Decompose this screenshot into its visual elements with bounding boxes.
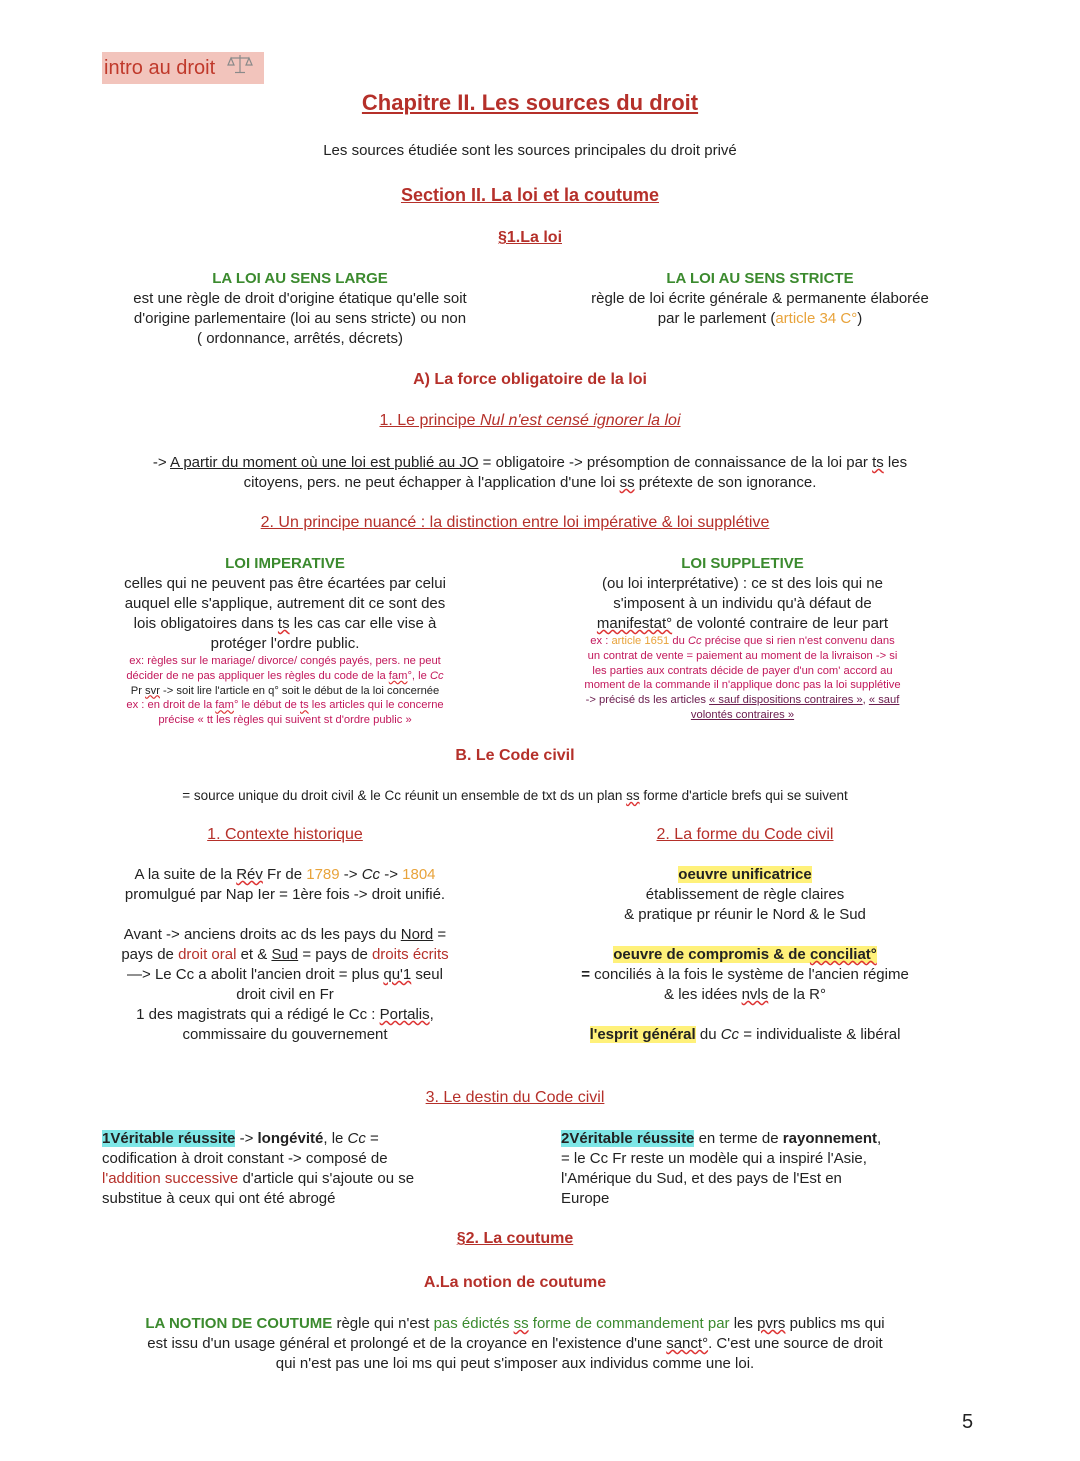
date: 1804 [402, 866, 436, 883]
text: ex : en droit de la [126, 699, 216, 712]
spacer [85, 905, 485, 925]
paragraph2-title: §2. La coutume [456, 1230, 574, 1247]
text: A la suite de la [134, 866, 237, 883]
text: ss [619, 474, 635, 491]
text: Cc [347, 1130, 366, 1147]
text: , [877, 1130, 882, 1147]
text: Fr de [262, 866, 307, 883]
text: Cc [429, 669, 444, 682]
b1-line [85, 1005, 485, 1025]
text: Pr [130, 684, 146, 697]
b3-title: 3. Le destin du Code civil [425, 1089, 605, 1106]
text: = source unique du droit civil & le Cc réunit un ensemble de txt ds un plan [182, 788, 627, 803]
supletive-note: les parties aux contrats décide de payer d'un com' accord au [592, 664, 893, 677]
b3-right-line: l'Amérique du Sud, et des pays de l'Est en [561, 1170, 842, 1187]
text: l'esprit général [589, 1026, 696, 1043]
article-reference: article 1651 [611, 635, 670, 647]
imperative-note [90, 684, 480, 699]
text: °, le [407, 669, 430, 682]
b1-line: commissaire du gouvernement [182, 1026, 388, 1043]
text: = obligatoire -> présomption de connaissance de la loi par [478, 454, 873, 471]
loi-stricte-title: LA LOI AU SENS STRICTE [666, 270, 854, 287]
text: par le parlement ( [657, 310, 776, 327]
supletive-note: volontés contraires » [690, 708, 795, 721]
text: 1Véritable réussite [102, 1130, 236, 1147]
text: Cc [687, 635, 702, 647]
text: -> [235, 1130, 258, 1147]
b2-line: & pratique pr réunir le Nord & le Sud [624, 906, 866, 923]
text: du [669, 635, 688, 647]
b2-line: établissement de règle claires [645, 886, 845, 903]
loi-supletive-block [550, 554, 935, 723]
text: Nul n'est censé ignorer la loi [480, 412, 681, 429]
text: Cc [361, 866, 381, 883]
text: est issu d'un usage général et prolongé et de la croyance en l'existence d'une [147, 1335, 667, 1352]
text: , le [323, 1130, 348, 1147]
text: ss [513, 1315, 529, 1332]
b1-title: 1. Contexte historique [207, 826, 363, 843]
text: ° le début de [233, 699, 300, 712]
text: Sud [271, 946, 299, 963]
text: Nord [400, 926, 434, 943]
supletive-note: moment de la commande il n'applique donc pas la loi supplétive [584, 679, 901, 692]
text: forme d'article brefs qui se suivent [639, 788, 848, 803]
text: = individualiste & libéral [739, 1026, 901, 1043]
a1-title [0, 411, 1060, 431]
b1-line: promulgué par Nap Ier = 1ère fois -> droit unifié. [124, 886, 446, 903]
coutume-line [0, 1334, 1030, 1354]
text: les cas car elle vise à [289, 615, 437, 632]
text: -> soit lire l'article en q° soit le début de la loi concernée [159, 684, 440, 697]
text: décider de ne pas appliquer les règles du code de la [126, 669, 389, 682]
text: conciliat° [809, 946, 877, 963]
text: règle qui n'est [332, 1315, 434, 1332]
text: droit oral [178, 946, 237, 963]
text: ss [626, 788, 640, 803]
coutume-line: qui n'est pas une loi ms qui peut s'imposer aux individus comme une loi. [275, 1355, 755, 1372]
section-title: Section II. La loi et la coutume [400, 185, 660, 205]
text: -> précisé ds les articles [585, 694, 710, 707]
text: de volonté contraire de leur part [672, 615, 889, 632]
text: ts [277, 615, 290, 632]
text: oeuvre unificatrice [678, 866, 812, 883]
chapter-title: Chapitre II. Les sources du droit [361, 90, 699, 115]
text: svr [145, 684, 160, 697]
loi-large-line: est une règle de droit d'origine étatique qu'elle soit [133, 290, 467, 307]
text: , [862, 694, 869, 707]
imperative-line: protéger l'ordre public. [210, 635, 360, 652]
loi-large-line: ( ordonnance, arrêtés, décrets) [197, 330, 403, 347]
a1-line [0, 453, 1060, 473]
b3-right-line [561, 1129, 961, 1149]
text: publics ms qui [785, 1315, 885, 1332]
text: -> [380, 866, 403, 883]
b3-right-line: Europe [561, 1190, 610, 1207]
text: « sauf dispositions contraires » [709, 694, 863, 707]
b2-highlight [545, 945, 945, 965]
text: —> Le Cc a abolit l'ancien droit = plus [127, 966, 384, 983]
text: ts [300, 699, 309, 712]
imperative-note [90, 669, 480, 684]
b1-block [85, 825, 485, 1045]
text: = [365, 1130, 379, 1147]
b2-line [545, 985, 945, 1005]
text: du [695, 1026, 721, 1043]
text: lois obligatoires dans [133, 615, 278, 632]
text: longévité [257, 1130, 324, 1147]
text: pays de [121, 946, 179, 963]
text: pvrs [757, 1315, 786, 1332]
text: 2Véritable réussite [561, 1130, 695, 1147]
text: les [729, 1315, 758, 1332]
text: forme de commandement par [528, 1315, 730, 1332]
text: les [883, 454, 908, 471]
loi-imperative-block [90, 554, 480, 728]
text: oeuvre de compromis & de [613, 946, 810, 963]
imperative-title: LOI IMPERATIVE [225, 555, 345, 572]
text: A partir du moment où une loi est publié au JO [170, 454, 479, 471]
text: pas édictés [433, 1315, 514, 1332]
text: droits écrits [371, 946, 449, 963]
text: Cc [720, 1026, 740, 1043]
subject-tag-label: intro au droit [104, 57, 216, 79]
b1-line [85, 945, 485, 965]
loi-large-line: d'origine parlementaire (loi au sens stricte) ou non [133, 310, 467, 327]
text: prétexte de son ignorance. [634, 474, 817, 491]
b1-line: droit civil en Fr [236, 986, 334, 1003]
b3-right-block [561, 1129, 961, 1209]
article-reference: article 34 C° [775, 310, 858, 327]
text: manifestat° [596, 615, 673, 632]
b1-line [85, 965, 485, 985]
b2-title: 2. La forme du Code civil [656, 826, 834, 843]
b3-left-line: codification à droit constant -> composé de [102, 1150, 388, 1167]
text: nvls [741, 986, 769, 1003]
scales-icon [227, 53, 253, 85]
text: précise que si rien n'est convenu dans [701, 635, 895, 647]
imperative-line: auquel elle s'applique, autrement dit ce sont des [124, 595, 446, 612]
text: qu'1 [383, 966, 412, 983]
text [613, 946, 877, 963]
text: , [429, 1006, 434, 1023]
text: = [433, 926, 447, 943]
text: d'article qui s'ajoute ou se [238, 1170, 415, 1187]
text: -> [152, 454, 170, 471]
b2-line [545, 965, 945, 985]
a2-title: 2. Un principe nuancé : la distinction entre loi impérative & loi supplétive [260, 514, 770, 531]
text: rayonnement [782, 1130, 877, 1147]
coutume-text [0, 1314, 1030, 1374]
text: = pays de [298, 946, 372, 963]
coutume-line [0, 1314, 1030, 1334]
spacer [545, 1005, 945, 1025]
imperative-line [90, 614, 480, 634]
supletive-note [550, 634, 935, 649]
text: les articles qui le concerne [308, 699, 444, 712]
text: -> [339, 866, 362, 883]
text: = [581, 966, 595, 983]
date: 1789 [306, 866, 340, 883]
page-number: 5 [962, 1411, 974, 1433]
supletive-title: LOI SUPPLETIVE [681, 555, 804, 572]
text: et & [236, 946, 272, 963]
loi-large-block [90, 269, 510, 349]
spacer [85, 845, 485, 865]
text: . C'est une source de droit [708, 1335, 883, 1352]
text: ex : [590, 635, 612, 647]
text: conciliés à la fois le système de l'ancien régime [594, 966, 909, 983]
b3-left-line [102, 1169, 482, 1189]
text: 1 des magistrats qui a rédigé le Cc : [136, 1006, 380, 1023]
text: ) [857, 310, 863, 327]
text: & les idées [664, 986, 742, 1003]
b-intro [0, 787, 1030, 805]
text: Rév [236, 866, 263, 883]
imperative-note [90, 698, 480, 713]
spacer [545, 925, 945, 945]
supletive-note [550, 693, 935, 708]
imperative-note: précise « tt les règles qui suivent st d'ordre public » [158, 714, 412, 727]
a1-text [0, 453, 1060, 493]
a-title: A) La force obligatoire de la loi [413, 371, 647, 388]
text: Portalis [379, 1006, 430, 1023]
loi-stricte-block [555, 269, 965, 329]
text: ts [872, 454, 884, 471]
text: fam [388, 669, 408, 682]
coutume-a-title: A.La notion de coutume [423, 1274, 607, 1291]
paragraph1-title: §1.La loi [497, 229, 563, 246]
loi-stricte-line [555, 309, 965, 329]
spacer [545, 845, 945, 865]
text: fam [215, 699, 234, 712]
b1-line [85, 865, 485, 885]
b2-line [545, 1025, 945, 1045]
text: 1. Le principe [379, 412, 480, 429]
b3-left-line: substitue à ceux qui ont été abrogé [102, 1190, 336, 1207]
a1-line [0, 473, 1060, 493]
b3-right-line: = le Cc Fr reste un modèle qui a inspiré l'Asie, [561, 1150, 867, 1167]
text: LA NOTION DE COUTUME [145, 1315, 333, 1332]
supletive-line [550, 614, 935, 634]
subject-tag [102, 52, 264, 84]
text: citoyens, pers. ne peut échapper à l'application d'une loi [243, 474, 620, 491]
text: de la R° [768, 986, 826, 1003]
text: en terme de [694, 1130, 783, 1147]
supletive-note: un contrat de vente = paiement au moment de la livraison -> si [587, 649, 898, 662]
imperative-line: celles qui ne peuvent pas être écartées par celui [124, 575, 446, 592]
loi-large-title: LA LOI AU SENS LARGE [212, 270, 388, 287]
text: « sauf [868, 694, 900, 707]
text: Avant -> anciens droits ac ds les pays du [123, 926, 401, 943]
b2-block [545, 825, 945, 1045]
text: sanct° [666, 1335, 709, 1352]
b2-highlight [545, 865, 945, 885]
b-title: B. Le Code civil [455, 747, 575, 764]
b3-left-line [102, 1129, 482, 1149]
loi-stricte-line: règle de loi écrite générale & permanente élaborée [591, 290, 929, 307]
b1-line [85, 925, 485, 945]
supletive-line: (ou loi interprétative) : ce st des lois qui ne [602, 575, 883, 592]
text: l'addition successive [102, 1170, 239, 1187]
intro-text: Les sources étudiée sont les sources principales du droit privé [323, 142, 737, 159]
text: seul [411, 966, 443, 983]
imperative-note: ex: règles sur le mariage/ divorce/ congés payés, pers. ne peut [129, 655, 441, 667]
supletive-line: s'imposent à un individu qu'à défaut de [613, 595, 872, 612]
b3-left-block [102, 1129, 482, 1209]
